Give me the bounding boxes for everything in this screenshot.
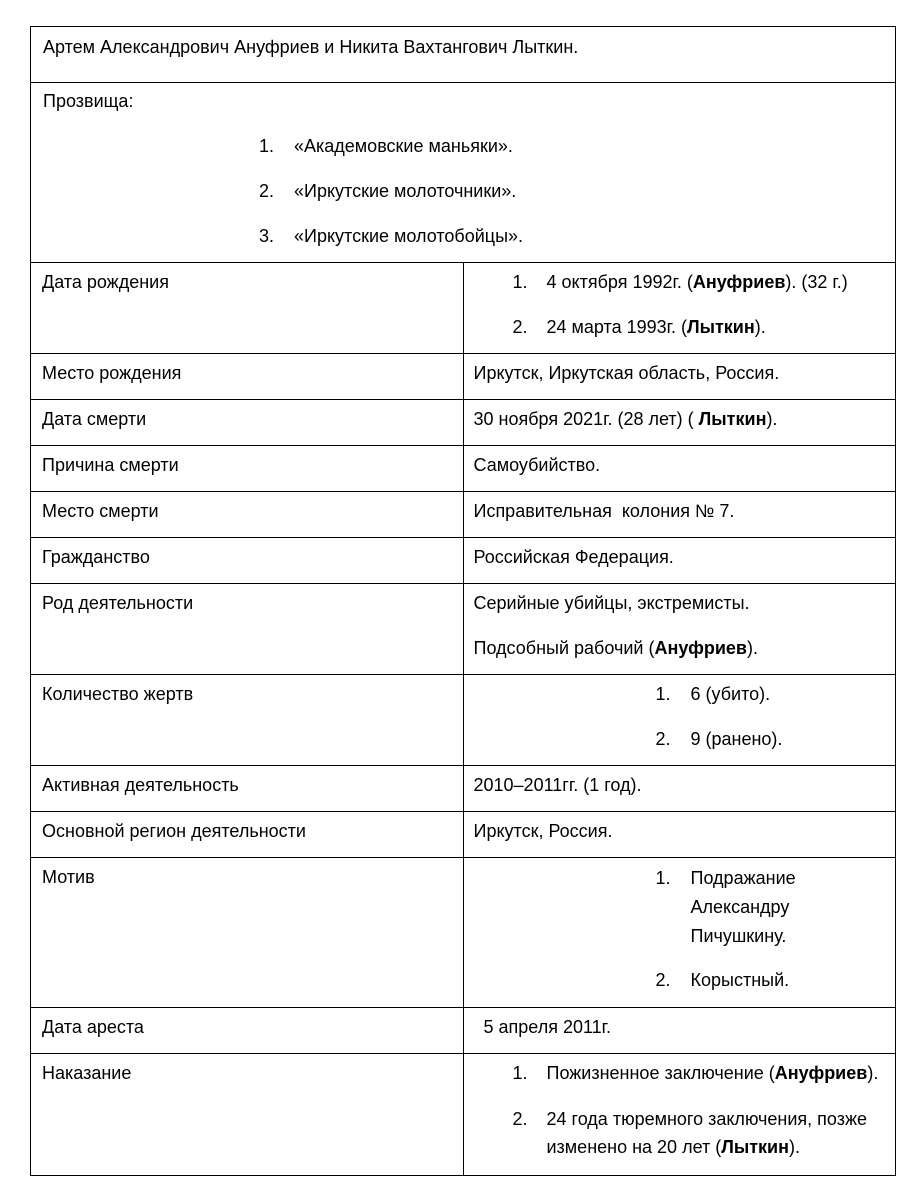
nicknames-row [31, 83, 896, 263]
bold-name: Лыткин [721, 1137, 789, 1157]
row-value: Иркутск, Россия. [463, 812, 896, 858]
list-item [513, 269, 886, 295]
region-row [31, 812, 896, 858]
list-item [259, 178, 883, 204]
text-part: Подсобный рабочий ( [473, 638, 655, 658]
row-label: Основной регион деятельности [31, 812, 464, 858]
row-label: Место рождения [31, 354, 464, 400]
active-row [31, 766, 896, 812]
list-text: 6 (убито). [690, 684, 771, 704]
row-label: Дата ареста [31, 1008, 464, 1054]
names-text: Артем Александрович Ануфриев и Никита Вахтангович Лыткин. [43, 37, 579, 57]
bold-name: Ануфриев [774, 1063, 868, 1083]
row-label: Гражданство [31, 538, 464, 584]
text-part: 24 года тюремного заключения, позже изменено на 20 лет ( [546, 1109, 868, 1157]
list-text: 9 (ранено). [690, 729, 783, 749]
row-value [463, 263, 896, 354]
list-item [259, 223, 883, 249]
occupation-line: Серийные убийцы, экстремисты. [473, 593, 750, 613]
list-number: 2. [655, 970, 671, 990]
nicknames-cell [31, 83, 896, 263]
row-label: Причина смерти [31, 446, 464, 492]
death-place-row [31, 492, 896, 538]
info-table [30, 26, 896, 1176]
row-value: Исправительная колония № 7. [463, 492, 896, 538]
row-value: Самоубийство. [463, 446, 896, 492]
names-cell [31, 27, 896, 83]
row-value [463, 400, 896, 446]
row-value: 2010–2011гг. (1 год). [463, 766, 896, 812]
list-number: 1. [259, 136, 275, 156]
occupation-row [31, 584, 896, 675]
row-value [463, 675, 896, 766]
bold-name: Ануфриев [692, 272, 786, 292]
bold-name: Ануфриев [654, 638, 747, 658]
bold-name: Лыткин [686, 317, 755, 337]
row-label: Род деятельности [31, 584, 464, 675]
death-cause-row [31, 446, 896, 492]
list-item [259, 133, 883, 159]
list-item [656, 681, 886, 707]
motive-list [474, 864, 886, 993]
list-number: 2. [512, 1109, 528, 1129]
text-part: ). [754, 317, 766, 337]
row-value: Российская Федерация. [463, 538, 896, 584]
row-value [463, 858, 896, 1008]
list-item [656, 726, 886, 752]
row-label: Мотив [31, 858, 464, 1008]
list-number: 1. [655, 684, 671, 704]
birth-date-list [474, 269, 886, 340]
list-number: 1. [512, 272, 528, 292]
punishment-list [474, 1060, 890, 1161]
birth-place-row [31, 354, 896, 400]
list-item [656, 967, 846, 993]
birth-date-row [31, 263, 896, 354]
text-part: ). [789, 1137, 800, 1157]
arrest-row [31, 1008, 896, 1054]
text-part: ). [867, 1063, 879, 1083]
text-part: 30 ноября 2021г. (28 лет) ( [473, 409, 699, 429]
row-value: 5 апреля 2011г. [463, 1008, 896, 1054]
victims-list [474, 681, 886, 752]
list-number: 3. [259, 226, 275, 246]
nicknames-list [43, 133, 883, 249]
row-label: Наказание [31, 1054, 464, 1176]
text-part: ). (32 г.) [785, 272, 848, 292]
list-number: 1. [512, 1063, 528, 1083]
list-item [513, 1060, 890, 1086]
list-number: 1. [655, 868, 671, 888]
text-part: ). [766, 409, 778, 429]
row-value [463, 584, 896, 675]
names-row [31, 27, 896, 83]
nickname-text: «Иркутские молоточники». [294, 181, 517, 201]
occupation-line [474, 635, 886, 661]
citizenship-row [31, 538, 896, 584]
text-part: 4 октября 1992г. ( [546, 272, 693, 292]
list-number: 2. [512, 317, 528, 337]
row-label: Дата рождения [31, 263, 464, 354]
list-item [656, 864, 846, 951]
text-part: ). [746, 638, 758, 658]
row-label: Дата смерти [31, 400, 464, 446]
nickname-text: «Иркутские молотобойцы». [294, 226, 524, 246]
row-value [463, 1054, 896, 1176]
row-label: Количество жертв [31, 675, 464, 766]
list-item [513, 1105, 890, 1161]
list-item [513, 314, 886, 340]
text-part: Пожизненное заключение ( [546, 1063, 775, 1083]
punishment-row [31, 1054, 896, 1176]
row-value: Иркутск, Иркутская область, Россия. [463, 354, 896, 400]
list-number: 2. [655, 729, 671, 749]
list-text: Корыстный. [690, 970, 790, 990]
death-date-row [31, 400, 896, 446]
row-label: Активная деятельность [31, 766, 464, 812]
nickname-text: «Академовские маньяки». [294, 136, 513, 156]
row-label: Место смерти [31, 492, 464, 538]
list-text: Подражание Александру Пичушкину. [690, 868, 796, 946]
motive-row [31, 858, 896, 1008]
nicknames-label: Прозвища: [43, 91, 134, 111]
bold-name: Лыткин [698, 409, 767, 429]
victims-row [31, 675, 896, 766]
list-number: 2. [259, 181, 275, 201]
text-part: 24 марта 1993г. ( [546, 317, 687, 337]
